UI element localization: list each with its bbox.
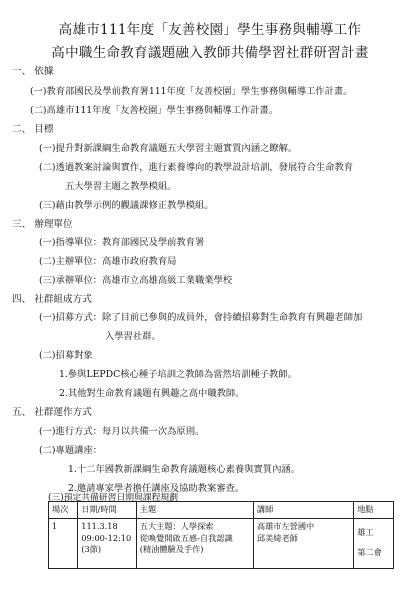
header-date: 日期/時間 [78, 502, 137, 519]
section-4-heading: 四、 社群組成方式 [12, 294, 92, 305]
section-2-item-2: (二)透過教案討論與實作，進行素養導向的教學設計培訓，發展符合生命教育 [39, 162, 354, 173]
section-2-item-2-cont: 五大學習主題之教學模組。 [65, 181, 177, 192]
section-4-item-1-cont: 入學習社群。 [105, 331, 161, 342]
header-location: 地點 [354, 502, 394, 519]
doc-title-line1: 高雄市111年度「友善校園」學生事務與輔導工作 [58, 22, 362, 38]
section-2-item-1: (一)提升對新課綱生命教育議題五大學習主題實質內涵之瞭解。 [39, 143, 298, 154]
cell-lecturer-school: 高雄市左營國中 [256, 521, 315, 531]
section-5-item-3: (三)預定共備研習日期與課程規劃 [48, 493, 179, 503]
section-4-subitem-1: 1.參與LEPDC核心種子培訓之教師為當然培訓種子教師。 [59, 369, 297, 380]
cell-date-day: 111.3.18 [81, 521, 118, 531]
header-lecturer: 講師 [253, 502, 353, 519]
section-3-item-2: (二)主辦單位：高雄市政府教育局 [39, 256, 177, 267]
section-2-heading: 二、 目標 [12, 124, 54, 135]
section-1-heading: 一、 依據 [12, 66, 54, 77]
section-2-item-3: (三)藉由教學示例的觀議課修正教學模組。 [39, 200, 214, 211]
section-4-subitem-2: 2.其他對生命教育議題有興趣之高中職教師。 [59, 388, 245, 399]
section-3-heading: 三、 辦理單位 [12, 219, 73, 230]
schedule-table [48, 501, 394, 569]
cell-session: 1 [49, 519, 78, 569]
header-topic: 主題 [136, 502, 253, 519]
section-3-item-3: (三)承辦單位：高雄市立高雄高級工業職業學校 [39, 275, 233, 286]
cell-lecturer [253, 519, 353, 569]
cell-location [354, 519, 394, 569]
cell-location-line2: 第二會 [357, 546, 382, 557]
cell-topic-line1: 五大主題：人學探索 [139, 521, 214, 531]
section-4-item-2: (二)招募對象 [39, 350, 93, 361]
cell-topic-line3: (精油體驗及手作) [139, 544, 204, 554]
section-5-heading: 五、 社群運作方式 [12, 407, 92, 418]
cell-date-periods: (3節) [81, 544, 102, 554]
cell-location-line1: 雄工 [357, 527, 374, 537]
cell-date [78, 519, 137, 569]
section-5-subitem-1: 1.十二年國教新課綱生命教育議題核心素養與實質內涵。 [68, 464, 300, 475]
section-5-item-1: (一)進行方式：每月以共備一次為原則。 [39, 426, 205, 437]
cell-date-time: 09:00-12:10 [81, 532, 132, 543]
section-4-item-1: (一)招募方式：除了目前已參與的成員外，會持續招募對生命教育有興趣老師加 [39, 312, 363, 323]
section-1-item-1: (一)教育部國民及學前教育署111年度「友善校園」學生事務與輔導工作計畫。 [30, 86, 353, 97]
section-5-item-2: (二)專題講座： [39, 445, 103, 456]
section-1-item-2: (二)高雄市111年度「友善校園」學生事務與輔導工作計畫。 [30, 105, 279, 116]
cell-lecturer-name: 邱美綺老師 [256, 532, 298, 543]
table-row [49, 519, 394, 569]
cell-topic [136, 519, 253, 569]
table-header-row [49, 502, 394, 519]
header-session: 場次 [49, 502, 78, 519]
section-3-item-1: (一)指導單位：教育部國民及學前教育署 [39, 237, 205, 248]
section-5-subitem-2: 2.邀請專家學者擔任講座及協助教案審查。 [68, 483, 245, 494]
cell-topic-line2: 從喚覺開啟五感-自我認識 [139, 532, 233, 543]
doc-title-line2: 高中職生命教育議題融入教師共備學習社群研習計畫 [51, 45, 369, 61]
